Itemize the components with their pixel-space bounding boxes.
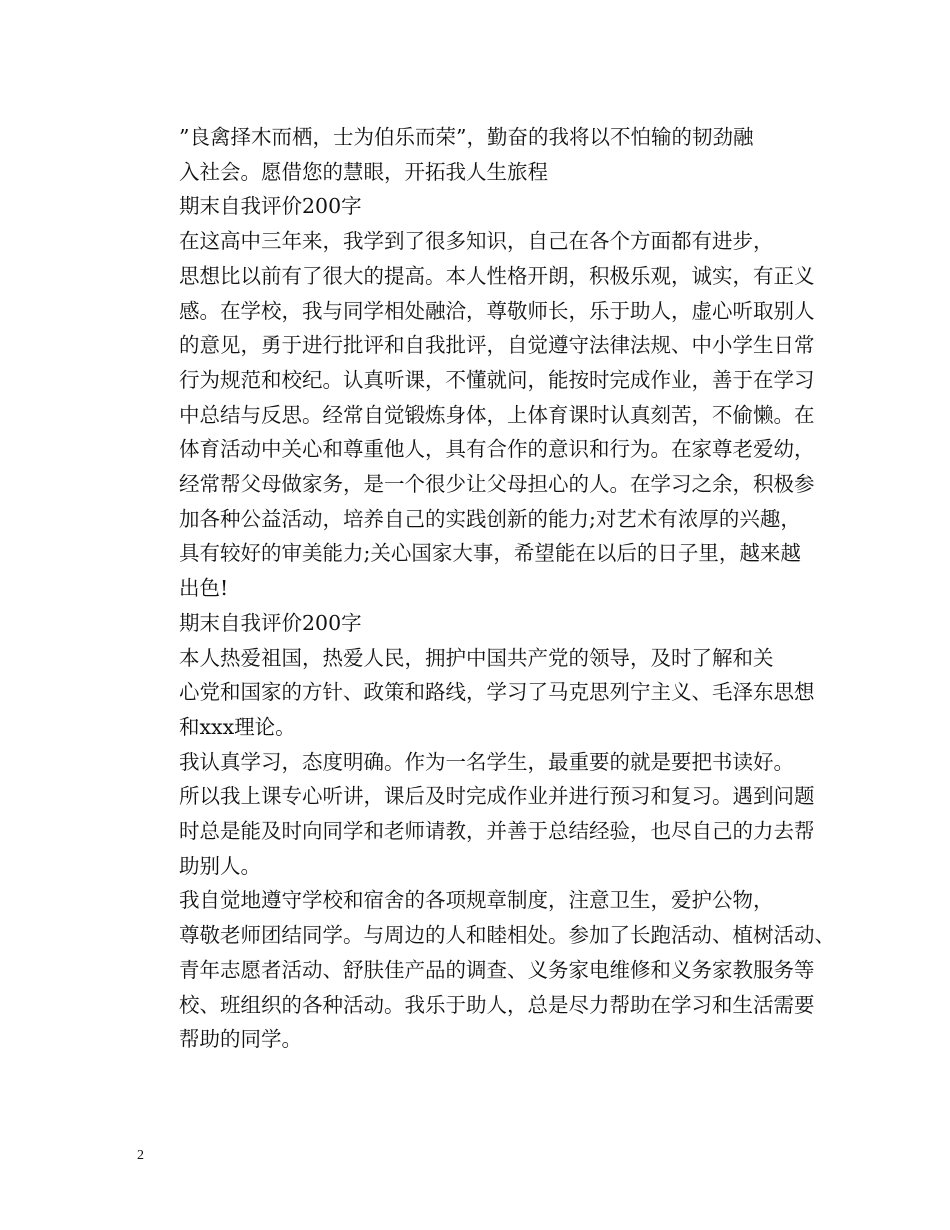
text-line: 时总是能及时向同学和老师请教，并善于总结经验，也尽自己的力去帮 xyxy=(179,819,815,844)
text-line: 心党和国家的方针、政策和路线，学习了马克思列宁主义、毛泽东思想 xyxy=(179,680,815,705)
text-line: 尊敬老师团结同学。与周边的人和睦相处。参加了长跑活动、植树活动、 xyxy=(179,923,835,948)
section-heading-text: 期末自我评价200字 xyxy=(179,610,362,635)
text-line: 经常帮父母做家务，是一个很少让父母担心的人。在学习之余，积极参 xyxy=(179,472,815,497)
paragraph-closing-quote xyxy=(138,120,820,189)
text-line: ”良禽择木而栖，士为伯乐而荣”，勤奋的我将以不怕输的韧劲融 xyxy=(179,125,754,149)
text-line: 加各种公益活动，培养自己的实践创新的能力;对艺术有浓厚的兴趣， xyxy=(179,506,801,531)
text-line: 出色! xyxy=(179,576,229,601)
page-number: 2 xyxy=(137,1148,144,1163)
text-line: 感。在学校，我与同学相处融洽，尊敬师长，乐于助人，虚心听取别人 xyxy=(179,298,815,323)
paragraph-high-school-evaluation xyxy=(138,224,820,606)
text-line: 助别人。 xyxy=(179,853,261,878)
text-line: 具有较好的审美能力;关心国家大事，希望能在以后的日子里，越来越 xyxy=(179,541,801,566)
text-line: 所以我上课专心听讲，课后及时完成作业并进行预习和复习。遇到问题 xyxy=(179,784,815,809)
text-line: 我自觉地遵守学校和宿舍的各项规章制度，注意卫生，爱护公物， xyxy=(179,888,774,913)
text-line: 思想比以前有了很大的提高。本人性格开朗，积极乐观，诚实，有正义 xyxy=(179,263,815,288)
text-line: 青年志愿者活动、舒肤佳产品的调查、义务家电维修和义务家教服务等 xyxy=(179,957,815,982)
section-heading-text: 期末自我评价200字 xyxy=(179,194,362,219)
text-line: 在这高中三年来，我学到了很多知识，自己在各个方面都有进步， xyxy=(179,229,774,254)
document-body xyxy=(138,120,835,1057)
section-heading xyxy=(138,189,820,224)
text-line: 的意见，勇于进行批评和自我批评，自觉遵守法律法规、中小学生日常 xyxy=(179,333,815,358)
paragraph-patriotism xyxy=(138,641,820,745)
text-line: 体育活动中关心和尊重他人，具有合作的意识和行为。在家尊老爱幼， xyxy=(179,437,815,462)
text-line: 我认真学习，态度明确。作为一名学生，最重要的就是要把书读好。 xyxy=(179,749,794,774)
text-line: 和xxx理论。 xyxy=(179,714,296,739)
text-line: 中总结与反思。经常自觉锻炼身体，上体育课时认真刻苦，不偷懒。在 xyxy=(179,402,815,427)
text-line: 校、班组织的各种活动。我乐于助人，总是尽力帮助在学习和生活需要 xyxy=(179,992,815,1017)
text-line: 行为规范和校纪。认真听课，不懂就问，能按时完成作业，善于在学习 xyxy=(179,367,815,392)
text-line: 帮助的同学。 xyxy=(179,1027,302,1052)
paragraph-discipline xyxy=(138,883,835,1057)
text-line: 本人热爱祖国，热爱人民，拥护中国共产党的领导，及时了解和关 xyxy=(179,645,774,670)
paragraph-study xyxy=(138,745,820,884)
text-line: 入社会。愿借您的慧眼，开拓我人生旅程 xyxy=(179,159,548,184)
section-heading xyxy=(138,606,820,641)
